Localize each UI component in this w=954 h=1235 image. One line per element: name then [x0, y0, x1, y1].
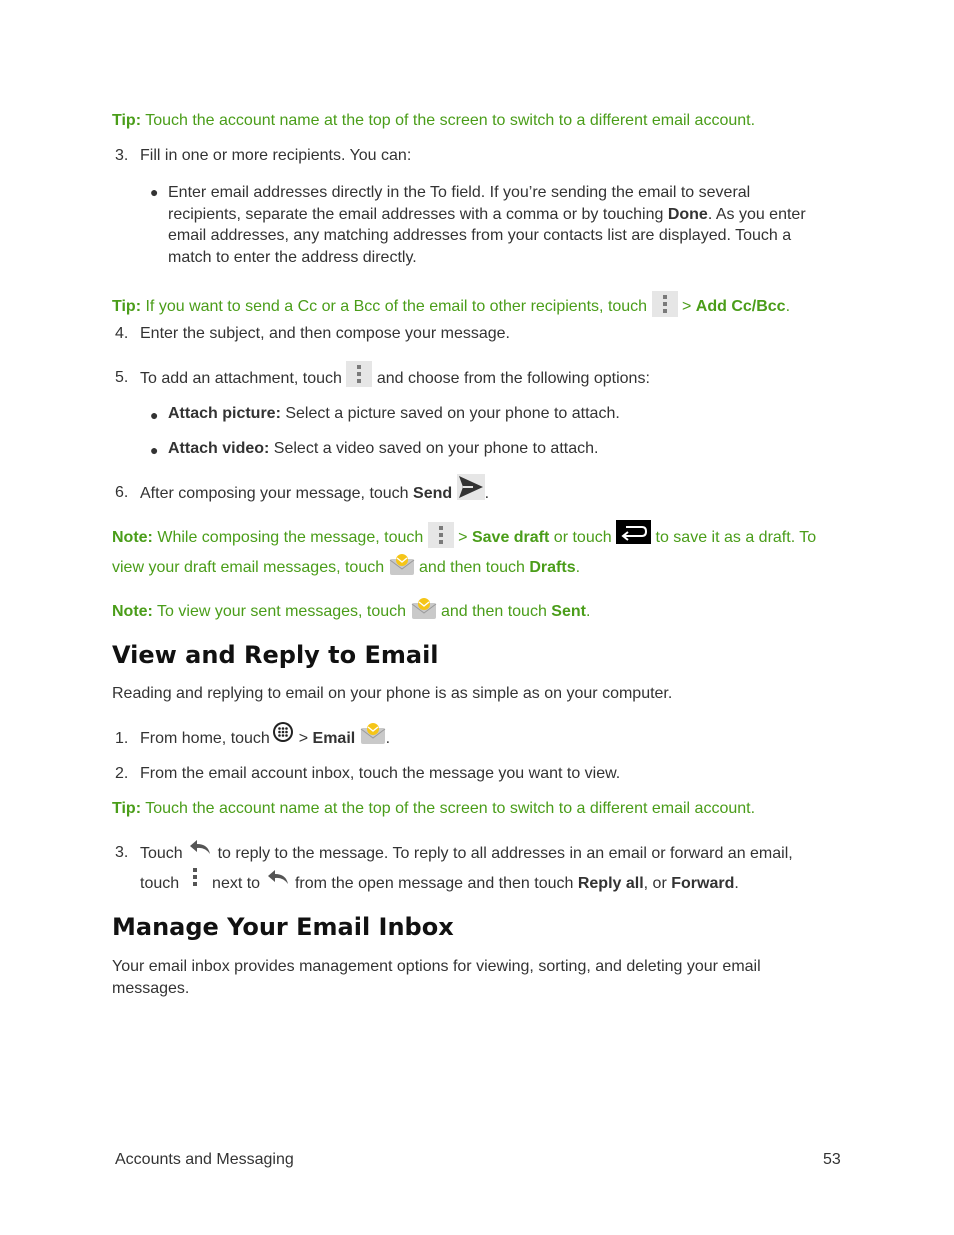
tip-text: Touch the account name at the top of the screen to switch to a different email account. — [145, 112, 756, 129]
step-text: From the email account inbox, touch the message you want to view. — [140, 765, 621, 782]
menu-icon — [346, 361, 372, 387]
section-heading: View and Reply to Email — [112, 641, 439, 669]
menu-icon — [188, 866, 202, 890]
note-1-line-2: view your draft email messages, touch and then touch Drafts. — [112, 552, 580, 577]
reply-icon — [265, 866, 291, 888]
reply-icon — [187, 836, 213, 858]
tip-label: Tip: — [112, 112, 142, 129]
menu-icon — [652, 291, 678, 317]
page-number: 53 — [823, 1151, 841, 1168]
step-text: Touch to reply to the message. To reply to all addresses in an email or forward an email, — [140, 836, 793, 858]
note-1-line-1: Note: While composing the message, touch > Save draft or touch to save it as a draft. To — [112, 520, 816, 548]
email-app-icon — [389, 552, 415, 576]
email-app-icon — [360, 721, 386, 745]
step-number: 5. — [115, 369, 129, 386]
step-number: 4. — [115, 325, 129, 342]
section-intro: Your email inbox provides management options for viewing, sorting, and deleting your email messages. — [112, 958, 761, 997]
footer-chapter: Accounts and Messaging — [115, 1151, 294, 1168]
section-intro: Reading and replying to email on your phone is as simple as on your computer. — [112, 685, 673, 702]
step-text: Enter the subject, and then compose your message. — [140, 325, 510, 342]
note-2: Note: To view your sent messages, touch and then touch Sent. — [112, 596, 590, 621]
back-icon — [616, 520, 651, 544]
bullet-dot: ● — [150, 407, 159, 423]
bullet-to-field: Enter email addresses directly in the To field. If you’re sending the email to several recipients, separate the email addresses with a comma or by touching Done. As you enter email addresses, any matching addresses from your contacts list are displayed. Touch a match to enter the address directly. — [168, 184, 806, 266]
step-number: 3. — [115, 147, 129, 164]
send-icon — [457, 474, 485, 500]
tip-1 — [112, 112, 755, 130]
bullet-dot: ● — [150, 184, 159, 200]
tip-3: Tip: Touch the account name at the top of the screen to switch to a different email account. — [112, 800, 756, 817]
tip-2: Tip: If you want to send a Cc or a Bcc of the email to other recipients, touch > Add Cc/Bcc. — [112, 291, 790, 317]
step-text: To add an attachment, touch and choose from the following options: — [140, 361, 650, 387]
bullet-attach-picture: Attach picture: Select a picture saved on your phone to attach. — [168, 405, 620, 422]
step-number: 2. — [115, 765, 129, 782]
bullet-attach-video: Attach video: Select a video saved on your phone to attach. — [168, 440, 599, 457]
step-text: Fill in one or more recipients. You can: — [140, 147, 412, 164]
bullet-dot: ● — [150, 442, 159, 458]
apps-icon — [272, 721, 294, 743]
step-text-line-2: touch next to from the open message and then touch Reply all, or Forward. — [140, 866, 739, 890]
section-heading: Manage Your Email Inbox — [112, 913, 454, 941]
step-number: 6. — [115, 484, 129, 501]
step-text: From home, touch > Email . — [140, 721, 390, 745]
step-text: After composing your message, touch Send . — [140, 474, 489, 500]
step-number: 1. — [115, 730, 129, 747]
menu-icon — [428, 522, 454, 548]
email-app-icon — [411, 596, 437, 620]
step-number: 3. — [115, 844, 129, 861]
